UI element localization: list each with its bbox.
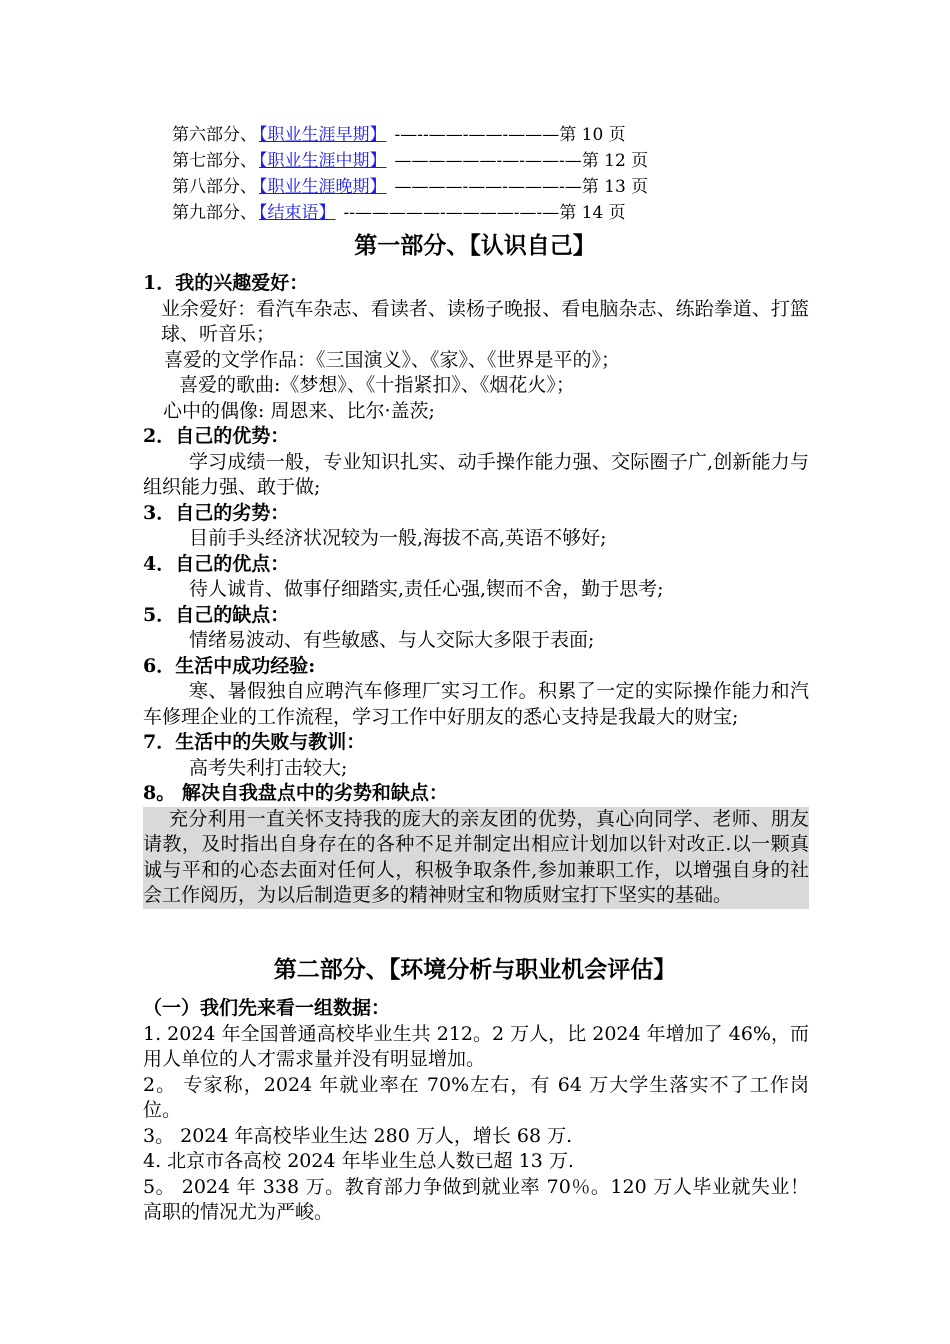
strengths-text: 学习成绩一般，专业知识扎实、动手操作能力强、交际圈子广,创新能力与组织能力强、敢于做;: [143, 450, 809, 498]
favorite-songs: 喜爱的歌曲:《梦想》、《十指紧扣》、《烟花火》；: [179, 374, 575, 396]
idols: 心中的偶像: 周恩来、比尔·盖茨;: [163, 399, 435, 422]
item-title: 7．生活中的失败与教训：: [143, 731, 366, 753]
item-title: 6．生活中成功经验:: [143, 654, 316, 677]
toc-link-late-career[interactable]: 【职业生涯晚期】: [259, 177, 387, 197]
item-title: 2．自己的优势：: [143, 425, 290, 447]
toc-prefix: 第九部分、: [172, 203, 257, 223]
toc-link-conclusion[interactable]: 【结束语】: [259, 203, 336, 223]
toc-entry-7: [172, 148, 648, 174]
toc-prefix: 第七部分、: [172, 151, 257, 171]
toc-page-ref: --—————-————-—-—第 14 页: [343, 203, 626, 223]
toc-prefix: 第八部分、: [172, 177, 257, 197]
toc-prefix: 第六部分、: [172, 125, 257, 145]
item-title: 3．自己的劣势：: [143, 501, 290, 524]
data-point: 1. 2024 年全国普通高校毕业生共 212。2 万人，比 2024 年增加了 46%，而用人单位的人才需求量并没有明显增加。: [143, 1022, 809, 1070]
toc-page-ref: -—--——-——-———第 10 页: [394, 125, 626, 145]
item-title: 1．我的兴趣爱好：: [143, 272, 309, 294]
toc-page-ref: ——————-—-——-—第 12 页: [394, 151, 649, 171]
part2-body: [143, 996, 809, 1226]
item-title: 8。 解决自我盘点中的劣势和缺点：: [143, 782, 448, 804]
toc-entry-9: [172, 200, 648, 226]
data-point: 2。 专家称，2024 年就业率在 70%左右，有 64 万大学生落实不了工作岗位。: [143, 1073, 809, 1121]
weaknesses-text: 目前手头经济状况较为一般,海拔不高,英语不够好;: [189, 527, 607, 549]
shortcomings-text: 情绪易波动、有些敏感、与人交际大多限于表面;: [189, 629, 595, 651]
part1-heading: 第一部分、【认识自己】: [354, 232, 596, 259]
data-subtitle: （一）我们先来看一组数据：: [143, 997, 391, 1019]
part1-body: [143, 271, 809, 909]
failure-lesson-text: 高考失利打击较大;: [189, 756, 348, 779]
success-experience-text: 寒、暑假独自应聘汽车修理厂实习工作。积累了一定的实际操作能力和汽车修理企业的工作流程，学习工作中好朋友的悉心支持是我最大的财宝;: [143, 680, 809, 728]
favorite-literature: 喜爱的文学作品：《三国演义》、《家》、《世界是平的》；: [164, 348, 621, 371]
item-title: 5．自己的缺点：: [143, 603, 290, 626]
toc-page-ref: ————-——-———-—第 13 页: [394, 177, 649, 197]
toc-link-mid-career[interactable]: 【职业生涯中期】: [259, 151, 387, 171]
toc-entry-6: [172, 122, 648, 148]
part2-heading: 第二部分、【环境分析与职业机会评估】: [273, 956, 677, 983]
toc-link-early-career[interactable]: 【职业生涯早期】: [259, 125, 387, 145]
data-point: 3。 2024 年高校毕业生达 280 万人，增长 68 万.: [143, 1124, 573, 1147]
data-point: 5。 2024 年 338 万。教育部力争做到就业率 70％。120 万人毕业就失业！高职的情况尤为严峻。: [143, 1175, 809, 1223]
item-title: 4．自己的优点：: [143, 552, 290, 575]
hobbies-line: 业余爱好：看汽车杂志、看读者、读杨子晚报、看电脑杂志、练跆拳道、打篮球、听音乐；: [161, 297, 809, 345]
improvement-plan-text: 充分利用一直关怀支持我的庞大的亲友团的优势，真心向同学、老师、朋友请教，及时指出自身存在的各种不足并制定出相应计划加以针对改正.以一颗真诚与平和的心态去面对任何人，积极争取条件,参加兼职工作，以增强自身的社会工作阅历，为以后制造更多的精神财宝和物质财宝打下坚实的基础。: [143, 807, 809, 909]
table-of-contents: [172, 122, 648, 226]
data-point: 4. 北京市各高校 2024 年毕业生总人数已超 13 万.: [143, 1150, 574, 1172]
toc-entry-8: [172, 174, 648, 200]
merits-text: 待人诚肯、做事仔细踏实,责任心强,锲而不舍，勤于思考;: [189, 578, 664, 600]
